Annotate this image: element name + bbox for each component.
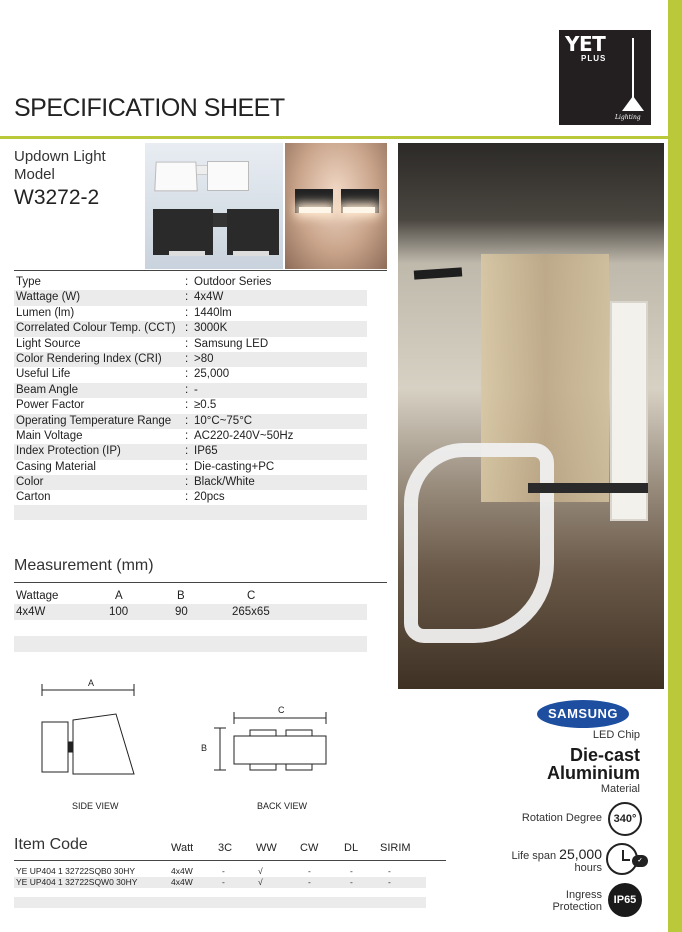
spec-value: Outdoor Series [194, 276, 272, 288]
ingress-label-1: Ingress [565, 889, 602, 901]
dim-label-b: B [201, 743, 208, 753]
spec-colon: : [185, 306, 189, 319]
logo-sub-text: PLUS [581, 54, 607, 63]
measurement-cell-a: 100 [109, 606, 129, 618]
item-3c-cell: - [222, 877, 225, 887]
spec-colon: : [185, 276, 189, 288]
spec-table [14, 275, 367, 506]
spec-label: Correlated Colour Temp. (CCT) [16, 322, 176, 335]
spec-row [14, 398, 367, 413]
spec-row [14, 490, 367, 505]
model-number: W3272-2 [14, 186, 100, 209]
item-code-cell: YE UP404 1 32722SQB0 30HY [16, 866, 136, 876]
spec-label: Casing Material [16, 460, 96, 473]
spec-colon: : [185, 291, 189, 304]
title-divider [0, 136, 668, 139]
ingress-label-2: Protection [552, 901, 602, 913]
spec-table-end-row [14, 505, 367, 520]
ip-rating-icon: IP65 [608, 883, 642, 917]
item-cw-cell: - [308, 866, 311, 876]
spec-label: Color [16, 476, 44, 489]
item-sirim-cell: - [388, 877, 391, 887]
spec-label: Beam Angle [16, 383, 79, 396]
product-photo-lit [285, 143, 387, 269]
measurement-row [14, 604, 367, 620]
spec-row [14, 383, 367, 398]
back-lamp-body [234, 736, 326, 764]
measurement-header-b: B [177, 590, 185, 602]
spec-value: 1440lm [194, 306, 232, 319]
measurement-cell-wattage: 4x4W [16, 606, 46, 618]
item-header-sirim: SIRIM [380, 842, 411, 854]
logo-main-text: YET [565, 32, 606, 56]
lifespan-value: 25,000 [559, 846, 602, 862]
page-title: SPECIFICATION SHEET [14, 94, 285, 122]
spec-row [14, 460, 367, 475]
item-code-divider [14, 860, 446, 861]
lifespan-label-row [490, 848, 602, 862]
item-header-watt: Watt [171, 842, 194, 854]
spec-row [14, 444, 367, 459]
black-lamp-lens-left [169, 251, 205, 256]
logo-lamp-cord [632, 38, 634, 98]
spec-colon: : [185, 445, 189, 458]
spec-value: Samsung LED [194, 337, 269, 350]
rotation-icon: 340° [608, 802, 642, 836]
item-code-title: Item Code [14, 836, 88, 853]
rotation-label: Rotation Degree [521, 812, 602, 824]
item-code-cell: YE UP404 1 32722SQW0 30HY [16, 877, 138, 887]
side-lamp-body [73, 714, 134, 774]
spec-value: 10°C~75°C [194, 414, 253, 427]
material-label: Material [600, 783, 640, 795]
model-label: Model [14, 166, 55, 183]
spec-colon: : [185, 352, 189, 365]
measurement-cell-b: 90 [175, 606, 188, 618]
black-lamp-lens-right [233, 251, 269, 256]
spec-label: Index Protection (IP) [16, 445, 121, 458]
item-header-3c: 3C [218, 842, 233, 854]
item-dl-cell: - [350, 866, 353, 876]
spec-label: Type [16, 276, 41, 288]
spec-value: 25,000 [194, 368, 230, 381]
spec-row [14, 429, 367, 444]
spec-value: Die-casting+PC [194, 460, 275, 473]
brand-logo [559, 30, 651, 125]
item-ww-cell: √ [258, 877, 263, 887]
item-header-ww: WW [256, 842, 277, 854]
product-photo-white-black [145, 143, 283, 269]
measurement-header-row [14, 588, 367, 604]
dim-label-c: C [278, 705, 285, 715]
spec-colon: : [185, 322, 189, 335]
clock-badge-icon: ✓ [632, 855, 648, 867]
spec-value: - [194, 383, 198, 396]
item-dl-cell: - [350, 877, 353, 887]
lifespan-label: Life span [511, 850, 557, 862]
spec-colon: : [185, 460, 189, 473]
spec-row [14, 321, 367, 336]
item-code-row [14, 877, 426, 888]
room-wall-lamp [414, 267, 463, 279]
spec-value: IP65 [194, 445, 218, 458]
spec-value: AC220-240V~50Hz [194, 429, 294, 442]
spec-colon: : [185, 414, 189, 427]
spec-row [14, 475, 367, 490]
spec-label: Useful Life [16, 368, 71, 381]
back-view-label: BACK VIEW [257, 801, 308, 811]
logo-tag-text: Lighting [615, 114, 641, 121]
diecast-line-2: Aluminium [547, 763, 640, 783]
measurement-empty-row [14, 636, 367, 652]
spec-value: 4x4W [194, 291, 224, 304]
spec-colon: : [185, 491, 189, 504]
spec-colon: : [185, 429, 189, 442]
item-ww-cell: √ [258, 866, 263, 876]
measurement-header-c: C [247, 590, 256, 602]
spec-divider [14, 270, 387, 271]
room-ambience-photo [398, 143, 664, 689]
lit-lamp-glow-left [299, 207, 331, 213]
spec-label: Color Rendering Index (CRI) [16, 352, 162, 365]
measurement-divider [14, 582, 387, 583]
spec-row [14, 290, 367, 305]
spec-value: Black/White [194, 476, 255, 489]
lit-lamp-glow-right [343, 207, 375, 213]
item-3c-cell: - [222, 866, 225, 876]
spec-row [14, 337, 367, 352]
spec-colon: : [185, 383, 189, 396]
measurement-header-wattage: Wattage [16, 590, 59, 602]
side-wall-plate [42, 722, 68, 772]
spec-row [14, 306, 367, 321]
spec-row [14, 414, 367, 429]
spec-label: Main Voltage [16, 429, 83, 442]
spec-colon: : [185, 337, 189, 350]
spec-value: 20pcs [194, 491, 225, 504]
diecast-line-1: Die-cast [569, 745, 640, 765]
spec-label: Power Factor [16, 399, 85, 412]
spec-row [14, 352, 367, 367]
white-lamp-head-right [207, 161, 249, 191]
spec-label: Light Source [16, 337, 81, 350]
measurement-cell-c: 265x65 [232, 606, 270, 618]
samsung-logo: SAMSUNG [537, 700, 629, 728]
black-lamp-head-left [153, 209, 213, 255]
item-cw-cell: - [308, 877, 311, 887]
spec-label: Wattage (W) [16, 291, 81, 304]
spec-value: ≥0.5 [194, 399, 217, 412]
lifespan-unit: hours [574, 862, 602, 874]
black-lamp-head-right [227, 209, 279, 255]
spec-colon: : [185, 476, 189, 489]
room-lounge-chair [404, 443, 554, 643]
logo-lamp-icon [622, 96, 644, 111]
item-header-dl: DL [344, 842, 359, 854]
spec-label: Operating Temperature Range [16, 414, 172, 427]
spec-colon: : [185, 399, 189, 412]
spec-value: 3000K [194, 322, 228, 335]
measurement-title: Measurement (mm) [14, 557, 154, 574]
spec-label: Lumen (lm) [16, 306, 75, 319]
dim-label-a: A [88, 678, 95, 688]
diecast-badge [520, 746, 640, 782]
spec-value: >80 [194, 352, 214, 365]
side-view-label: SIDE VIEW [72, 801, 119, 811]
item-sirim-cell: - [388, 866, 391, 876]
item-code-empty-row [14, 897, 426, 908]
led-chip-label: LED Chip [592, 729, 640, 741]
technical-drawings [30, 678, 370, 818]
item-code-row [14, 866, 426, 877]
spec-colon: : [185, 368, 189, 381]
dimension-drawing [30, 678, 370, 818]
spec-label: Carton [16, 491, 51, 504]
item-code-header-row [14, 842, 446, 856]
room-side-table [528, 483, 648, 493]
spec-row [14, 367, 367, 382]
product-name: Updown Light [14, 148, 106, 165]
accent-side-bar [668, 0, 682, 932]
spec-row [14, 275, 367, 290]
item-watt-cell: 4x4W [171, 877, 193, 887]
item-header-cw: CW [300, 842, 319, 854]
measurement-header-a: A [115, 590, 123, 602]
white-lamp-head-left [154, 162, 198, 192]
item-watt-cell: 4x4W [171, 866, 193, 876]
